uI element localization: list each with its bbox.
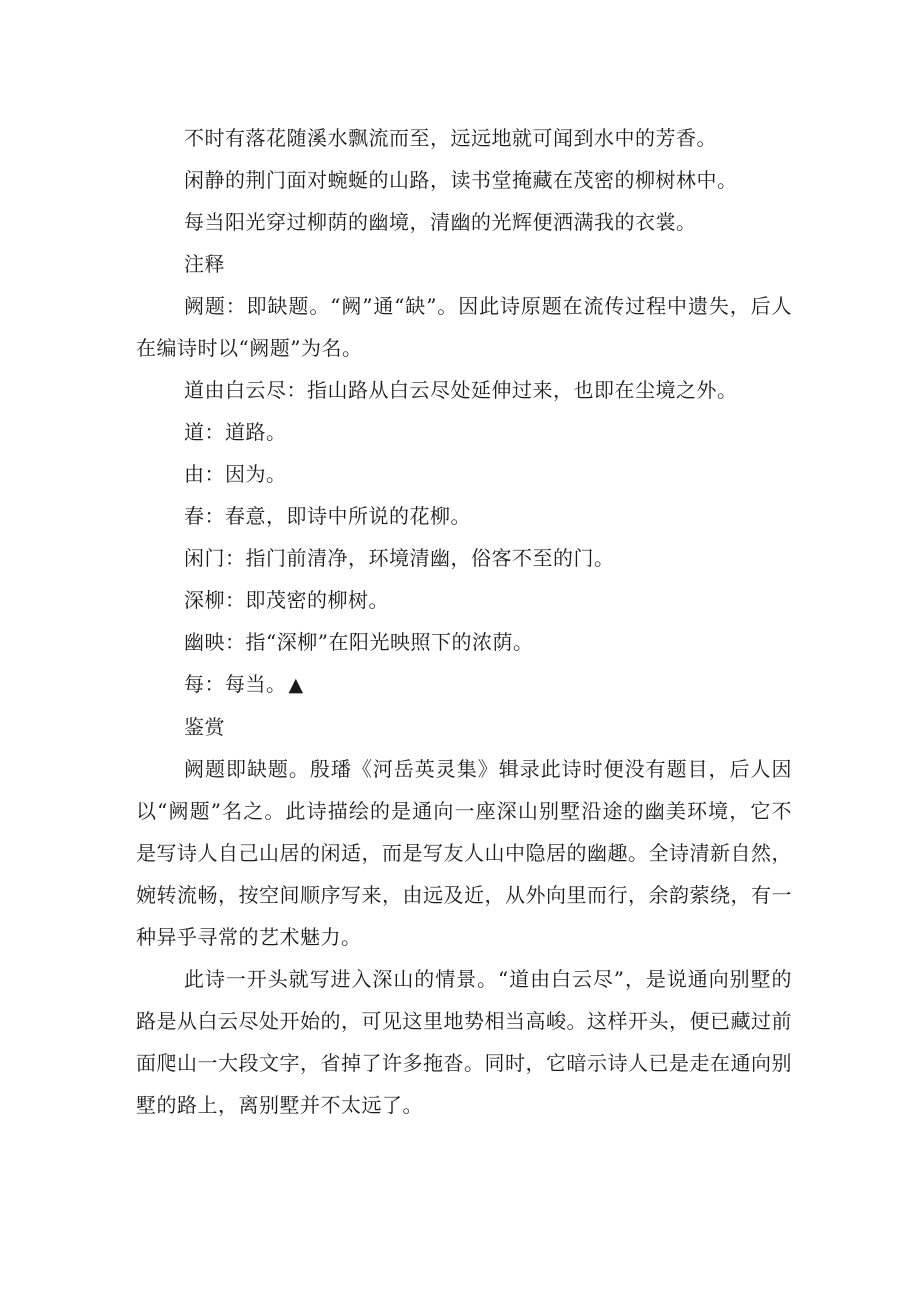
translation-line-2: 闲静的荆门面对蜿蜒的山路，读书堂掩藏在茂密的柳树林中。	[184, 168, 738, 192]
translation-line-1: 不时有落花随溪水飘流而至，远远地就可闻到水中的芳香。	[184, 126, 717, 150]
note-mei	[136, 663, 792, 706]
section-heading-notes: 注释	[184, 252, 225, 276]
document-body	[136, 117, 792, 1126]
appreciation-paragraph-1: 阙题即缺题。殷璠《河岳英灵集》辑录此诗时便没有题目，后人因以“阙题”名之。此诗描绘的是通向一座深山别墅沿途的幽美环境，它不是写诗人自己山居的闲适，而是写友人山中隐居的幽趣。全诗清新自然，婉转流畅，按空间顺序写来，由远及近，从外向里而行，余韵萦绕，有一种异乎寻常的艺术魅力。	[136, 757, 792, 949]
translation-line-3: 每当阳光穿过柳荫的幽境，清幽的光辉便洒满我的衣裳。	[184, 210, 697, 234]
note-dao-you-bai-yun-jin: 道由白云尽：指山路从白云尽处延伸过来，也即在尘境之外。	[184, 378, 738, 402]
triangle-marker-icon: ▲	[288, 674, 304, 696]
note-chun: 春：春意，即诗中所说的花柳。	[184, 504, 471, 528]
note-shen-liu: 深柳：即茂密的柳树。	[184, 588, 389, 612]
note-you: 由：因为。	[184, 462, 287, 486]
section-heading-appreciation: 鉴赏	[184, 715, 225, 739]
note-dao: 道：道路。	[184, 420, 287, 444]
note-you-ying: 幽映：指“深柳”在阳光映照下的浓荫。	[184, 630, 534, 654]
note-xian-men: 闲门：指门前清净，环境清幽，俗客不至的门。	[184, 546, 615, 570]
note-mei-text: 每：每当。	[184, 672, 287, 696]
note-title: 阙题：即缺题。“阙”通“缺”。因此诗原题在流传过程中遗失，后人在编诗时以“阙题”为名。	[136, 294, 792, 360]
appreciation-paragraph-2: 此诗一开头就写进入深山的情景。“道由白云尽”，是说通向别墅的路是从白云尽处开始的，可见这里地势相当高峻。这样开头，便已藏过前面爬山一大段文字，省掉了许多拖沓。同时，它暗示诗人已是走在通向别墅的路上，离别墅并不太远了。	[136, 967, 792, 1117]
